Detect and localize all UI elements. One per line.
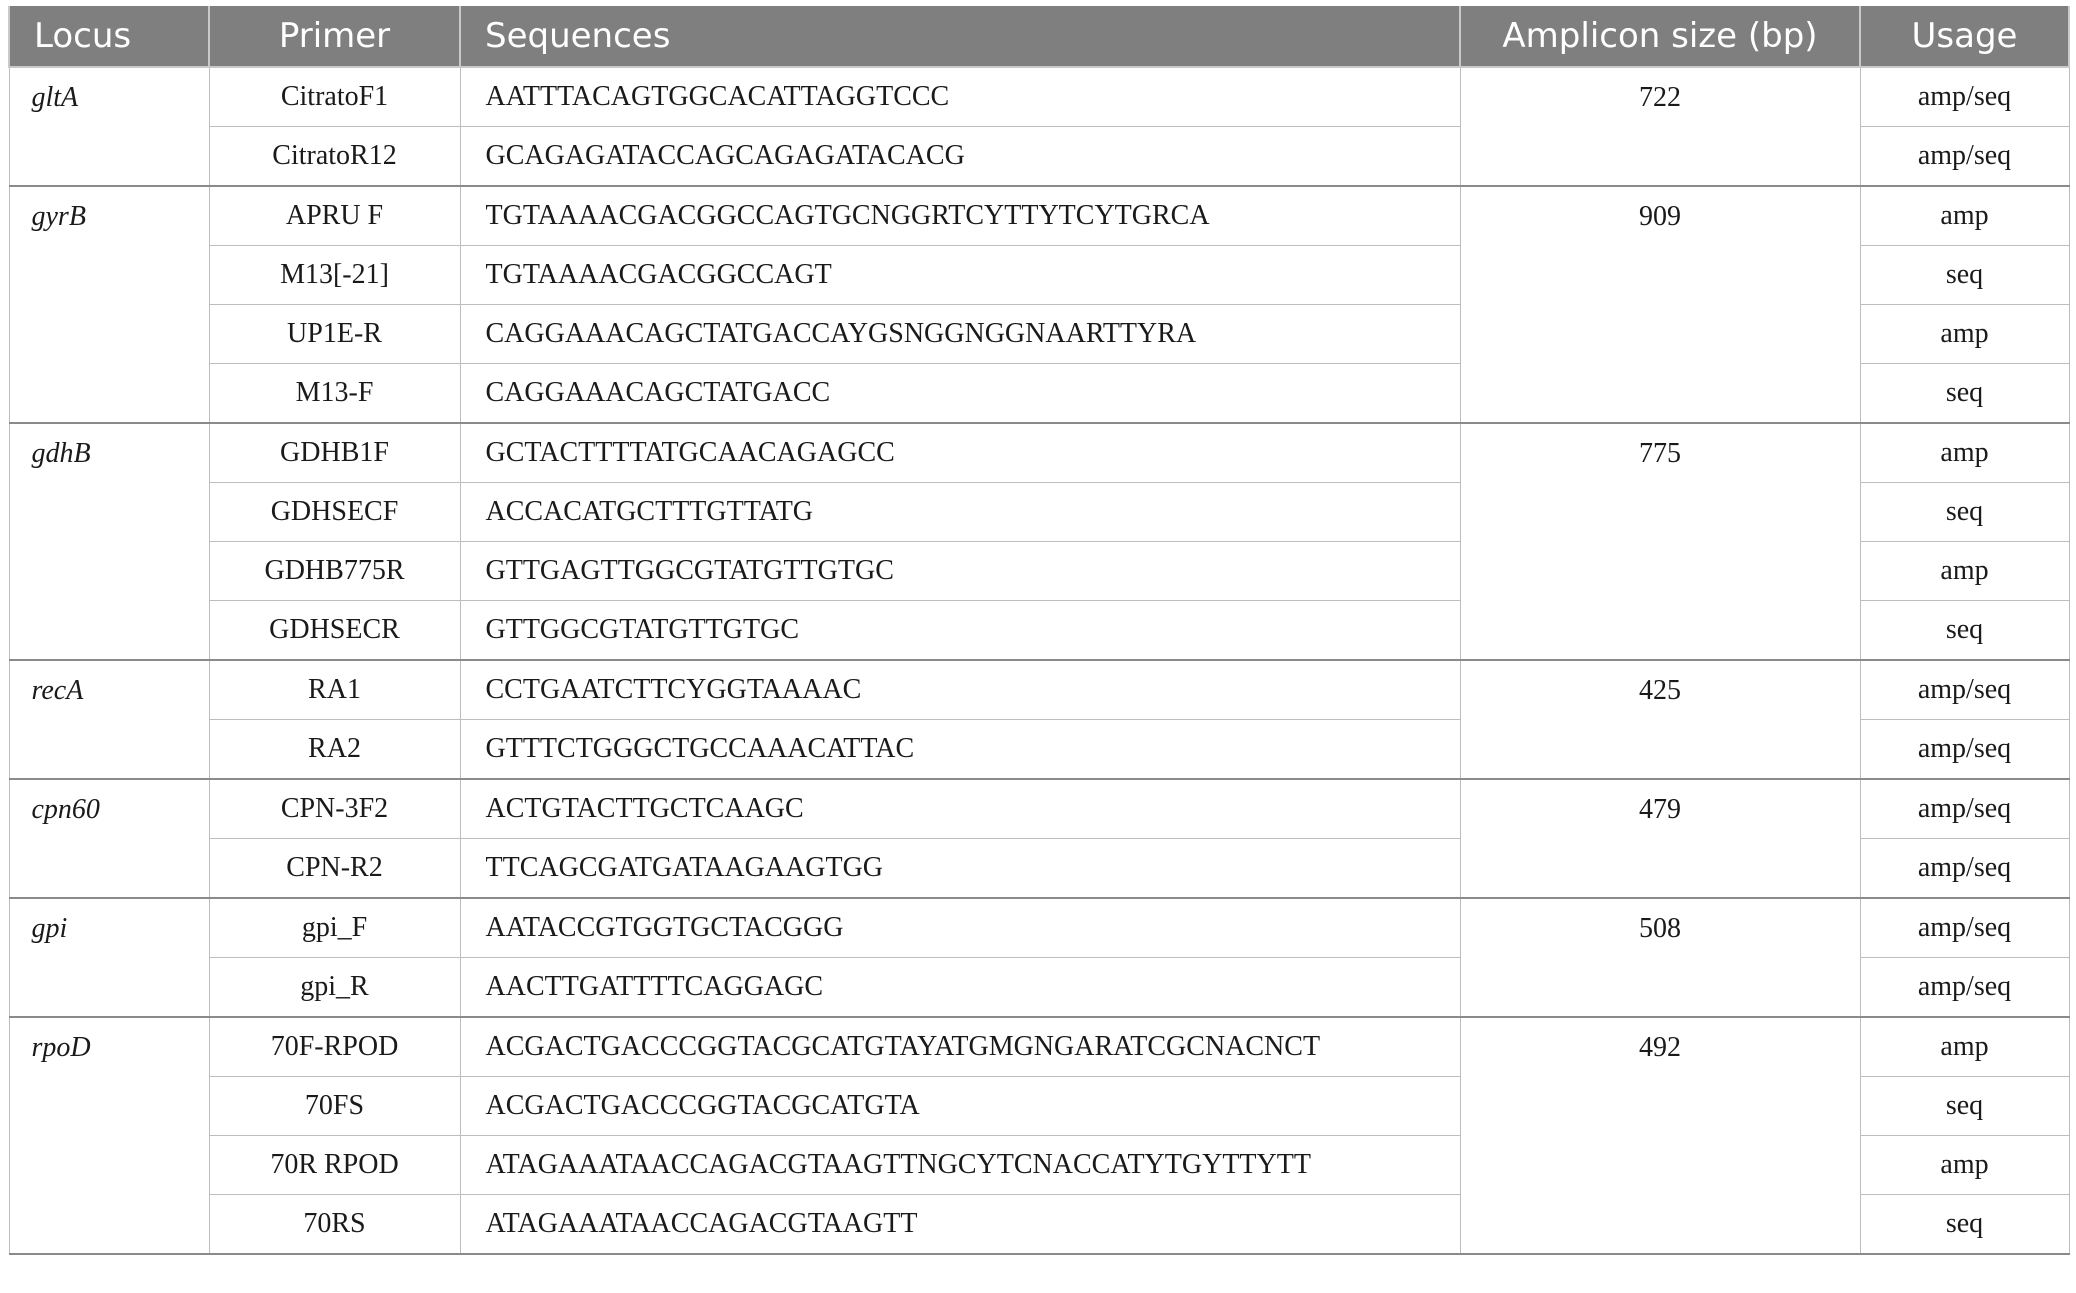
usage-cell: amp/seq [1860,127,2069,187]
usage-cell: amp/seq [1860,898,2069,958]
usage-cell: amp/seq [1860,779,2069,839]
sequence-cell: ACGACTGACCCGGTACGCATGTAYATGMGNGARATCGCNACNCT [460,1017,1460,1077]
primer-cell: RA2 [209,720,460,780]
amplicon-size-cell: 479 [1460,779,1860,898]
header-primer: Primer [209,6,460,67]
usage-cell: amp/seq [1860,720,2069,780]
primer-cell: gpi_R [209,958,460,1018]
locus-cell: cpn60 [9,779,209,898]
header-usage: Usage [1860,6,2069,67]
primer-cell: GDHSECF [209,483,460,542]
header-amplicon-size: Amplicon size (bp) [1460,6,1860,67]
header-locus: Locus [9,6,209,67]
primer-cell: 70R RPOD [209,1136,460,1195]
usage-cell: amp [1860,1017,2069,1077]
table-row [9,67,2069,127]
table-header [9,6,2069,67]
locus-cell: gltA [9,67,209,186]
sequence-cell: GTTGAGTTGGCGTATGTTGTGC [460,542,1460,601]
sequence-cell: ACTGTACTTGCTCAAGC [460,779,1460,839]
usage-cell: amp/seq [1860,660,2069,720]
sequence-cell: GTTTCTGGGCTGCCAAACATTAC [460,720,1460,780]
locus-cell: rpoD [9,1017,209,1254]
sequence-cell: AATACCGTGGTGCTACGGG [460,898,1460,958]
table-row [9,186,2069,246]
primer-cell: M13[-21] [209,246,460,305]
amplicon-size-cell: 775 [1460,423,1860,660]
primer-cell: CitratoR12 [209,127,460,187]
usage-cell: seq [1860,601,2069,661]
locus-cell: gpi [9,898,209,1017]
sequence-cell: TTCAGCGATGATAAGAAGTGG [460,839,1460,899]
sequence-cell: CAGGAAACAGCTATGACCAYGSNGGNGGNAARTTYRA [460,305,1460,364]
table-row [9,660,2069,720]
sequence-cell: TGTAAAACGACGGCCAGT [460,246,1460,305]
primer-cell: RA1 [209,660,460,720]
locus-cell: gyrB [9,186,209,423]
table-body [9,67,2069,1254]
primer-cell: CitratoF1 [209,67,460,127]
usage-cell: amp/seq [1860,958,2069,1018]
table-row [9,898,2069,958]
sequence-cell: CAGGAAACAGCTATGACC [460,364,1460,424]
sequence-cell: ACGACTGACCCGGTACGCATGTA [460,1077,1460,1136]
sequence-cell: AACTTGATTTTCAGGAGC [460,958,1460,1018]
usage-cell: amp/seq [1860,67,2069,127]
sequence-cell: CCTGAATCTTCYGGTAAAAC [460,660,1460,720]
primer-cell: GDHB1F [209,423,460,483]
amplicon-size-cell: 508 [1460,898,1860,1017]
primer-cell: GDHSECR [209,601,460,661]
primer-cell: UP1E-R [209,305,460,364]
table-row [9,1017,2069,1077]
locus-cell: recA [9,660,209,779]
usage-cell: amp/seq [1860,839,2069,899]
sequence-cell: TGTAAAACGACGGCCAGTGCNGGRTCYTTYTCYTGRCA [460,186,1460,246]
header-row [9,6,2069,67]
primer-cell: GDHB775R [209,542,460,601]
primer-table [8,6,2070,1255]
primer-cell: 70FS [209,1077,460,1136]
primer-cell: 70RS [209,1195,460,1255]
amplicon-size-cell: 909 [1460,186,1860,423]
primer-cell: CPN-3F2 [209,779,460,839]
header-sequences: Sequences [460,6,1460,67]
usage-cell: seq [1860,246,2069,305]
usage-cell: amp [1860,186,2069,246]
sequence-cell: GCTACTTTTATGCAACAGAGCC [460,423,1460,483]
table-row [9,423,2069,483]
usage-cell: seq [1860,483,2069,542]
amplicon-size-cell: 425 [1460,660,1860,779]
usage-cell: amp [1860,542,2069,601]
locus-cell: gdhB [9,423,209,660]
usage-cell: amp [1860,305,2069,364]
primer-cell: 70F-RPOD [209,1017,460,1077]
primer-cell: CPN-R2 [209,839,460,899]
primer-cell: M13-F [209,364,460,424]
sequence-cell: ACCACATGCTTTGTTATG [460,483,1460,542]
usage-cell: seq [1860,1195,2069,1255]
primer-cell: gpi_F [209,898,460,958]
sequence-cell: GTTGGCGTATGTTGTGC [460,601,1460,661]
amplicon-size-cell: 492 [1460,1017,1860,1254]
usage-cell: amp [1860,423,2069,483]
sequence-cell: AATTTACAGTGGCACATTAGGTCCC [460,67,1460,127]
sequence-cell: GCAGAGATACCAGCAGAGATACACG [460,127,1460,187]
sequence-cell: ATAGAAATAACCAGACGTAAGTT [460,1195,1460,1255]
primer-cell: APRU F [209,186,460,246]
sequence-cell: ATAGAAATAACCAGACGTAAGTTNGCYTCNACCATYTGYTTYTT [460,1136,1460,1195]
table-row [9,779,2069,839]
usage-cell: amp [1860,1136,2069,1195]
usage-cell: seq [1860,364,2069,424]
amplicon-size-cell: 722 [1460,67,1860,186]
usage-cell: seq [1860,1077,2069,1136]
